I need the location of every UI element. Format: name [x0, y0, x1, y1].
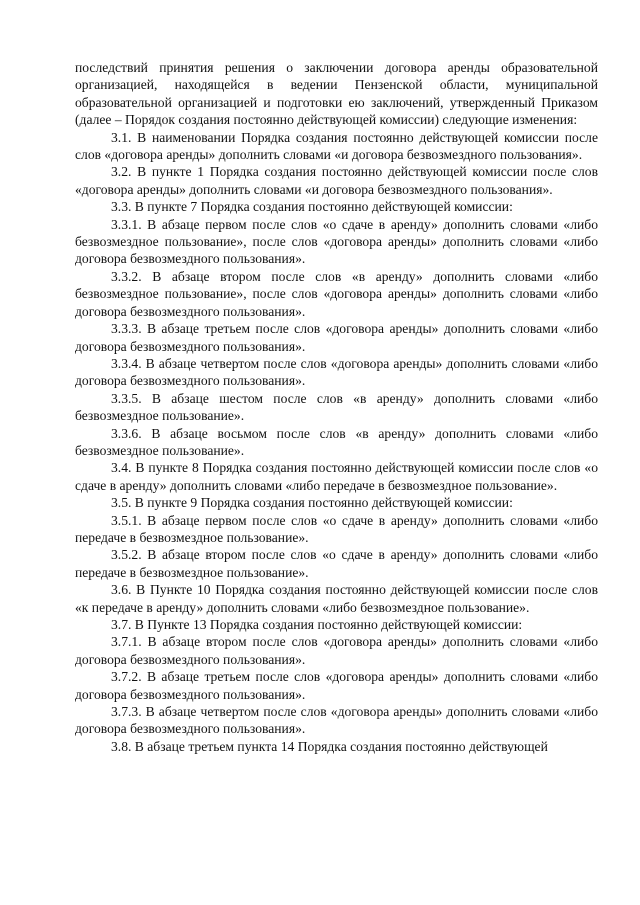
paragraph-3-7-2: 3.7.2. В абзаце третьем после слов «договора аренды» дополнить словами «либо договора безвозмездного пользования». — [75, 669, 598, 702]
paragraph-3-1: 3.1. В наименовании Порядка создания постоянно действующей комиссии после слов «договора аренды» дополнить словами «и договора безвозмездного пользования». — [75, 129, 598, 163]
paragraph-3-3-4: 3.3.4. В абзаце четвертом после слов «договора аренды» дополнить словами «либо договора безвозмездного пользования». — [75, 355, 598, 389]
paragraph-3-3-2: 3.3.2. В абзаце втором после слов «в аренду» дополнить словами «либо безвозмездное пользование», после слов «договора аренды» дополнить словами «либо договора безвозмездного пользования». — [75, 268, 598, 319]
paragraph-3-3: 3.3. В пункте 7 Порядка создания постоянно действующей комиссии: — [111, 199, 513, 215]
paragraph-3-7-1: 3.7.1. В абзаце втором после слов «договора аренды» дополнить словами «либо договора безвозмездного пользования». — [75, 634, 598, 667]
paragraph-3-7: 3.7. В Пункте 13 Порядка создания постоянно действующей комиссии: — [111, 617, 523, 632]
paragraph-3-3-3: 3.3.3. В абзаце третьем после слов «договора аренды» дополнить словами «либо договора безвозмездного пользования». — [75, 321, 598, 354]
paragraph-3-3-1: 3.3.1. В абзаце первом после слов «о сдаче в аренду» дополнить словами «либо безвозмездное пользование», после слов «договора аренды» дополнить словами «либо договора безвозмездного пользования». — [75, 216, 598, 267]
document-body — [75, 59, 598, 755]
paragraph-3-4: 3.4. В пункте 8 Порядка создания постоянно действующей комиссии после слов «о сдаче в аренду» дополнить словами «либо передаче в безвозмездное пользование». — [75, 460, 598, 493]
paragraph-3-5: 3.5. В пункте 9 Порядка создания постоянно действующей комиссии: — [111, 495, 513, 511]
paragraph-3-8: 3.8. В абзаце третьем пункта 14 Порядка создания постоянно действующей — [111, 738, 548, 754]
paragraph-3-6: 3.6. В Пункте 10 Порядка создания постоянно действующей комиссии после слов «к передаче в аренду» дополнить словами «либо безвозмездное пользование». — [75, 582, 598, 615]
paragraph-intro-continuation: последствий принятия решения о заключении договора аренды образовательной организацией, находящейся в ведении Пензенской области, муниципальной образовательной организацией и подготовки ею заключений, утвержденный Приказом (далее – Порядок создания постоянно действующей комиссии) следующие изменения: — [75, 60, 598, 128]
paragraph-3-2: 3.2. В пункте 1 Порядка создания постоянно действующей комиссии после слов «договора аренды» дополнить словами «и договора безвозмездного пользования». — [75, 164, 598, 197]
paragraph-3-3-5: 3.3.5. В абзаце шестом после слов «в аренду» дополнить словами «либо безвозмездное пользование». — [75, 390, 598, 424]
paragraph-3-3-6: 3.3.6. В абзаце восьмом после слов «в аренду» дополнить словами «либо безвозмездное пользование». — [75, 425, 598, 458]
paragraph-3-7-3: 3.7.3. В абзаце четвертом после слов «договора аренды» дополнить словами «либо договора безвозмездного пользования». — [75, 704, 598, 737]
paragraph-3-5-2: 3.5.2. В абзаце втором после слов «о сдаче в аренду» дополнить словами «либо передаче в безвозмездное пользование». — [75, 547, 598, 580]
paragraph-3-5-1: 3.5.1. В абзаце первом после слов «о сдаче в аренду» дополнить словами «либо передаче в безвозмездное пользование». — [75, 512, 598, 545]
